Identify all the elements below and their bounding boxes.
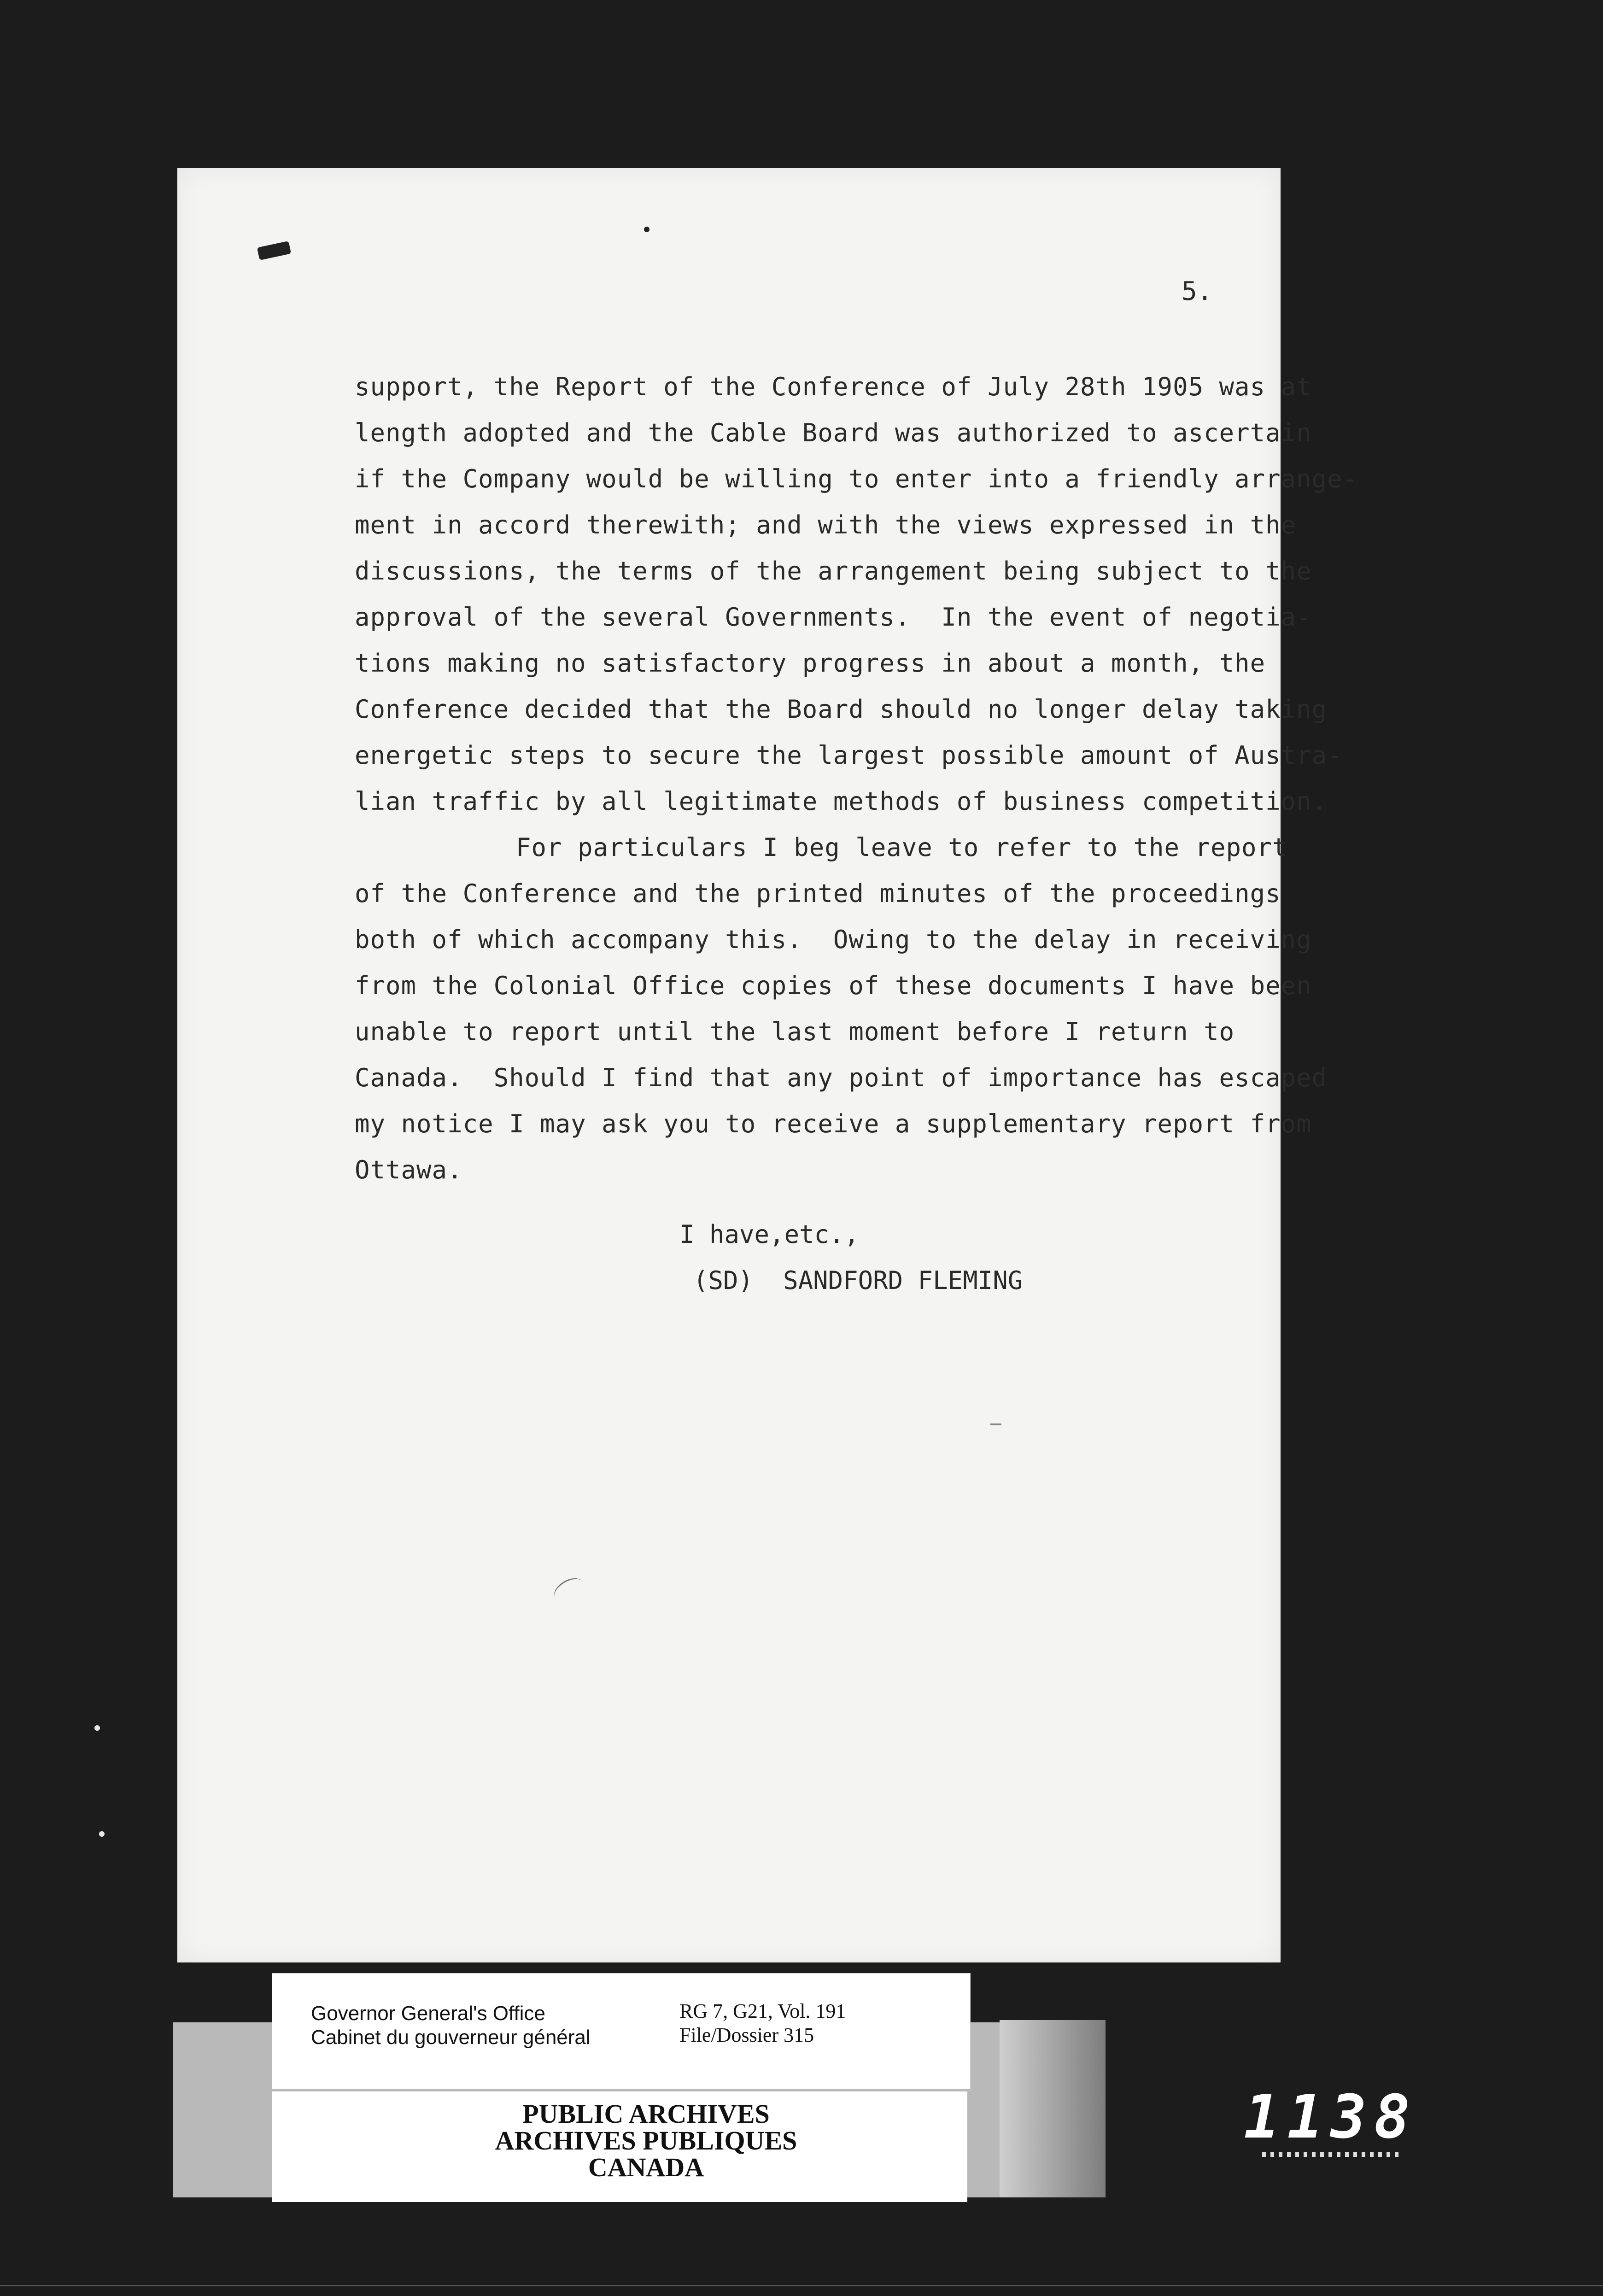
signature: (SD) SANDFORD FLEMING	[693, 1266, 1023, 1295]
file-number: File/Dossier 315	[679, 2024, 814, 2046]
film-dot	[94, 1725, 100, 1731]
stray-mark	[990, 1423, 1001, 1425]
department-en: Governor General's Office	[311, 2002, 545, 2025]
archives-fr: ARCHIVES PUBLIQUES	[495, 2126, 797, 2155]
body-line: my notice I may ask you to receive a supplementary report from	[355, 1109, 1312, 1138]
archive-reference	[679, 1999, 846, 2047]
body-line: lian traffic by all legitimate methods of business competition.	[355, 787, 1328, 816]
body-line: length adopted and the Cable Board was authorized to ascertain	[355, 418, 1312, 447]
record-group: RG 7, G21, Vol. 191	[679, 2000, 846, 2022]
body-line: from the Colonial Office copies of these documents I have been	[355, 971, 1312, 1000]
body-line: Canada. Should I find that any point of importance has escaped	[355, 1063, 1328, 1092]
body-line: if the Company would be willing to enter into a friendly arrange-	[355, 464, 1358, 493]
department-name	[311, 2002, 591, 2050]
archives-stamp-text	[272, 2101, 1020, 2181]
closing-salutation: I have,etc.,	[679, 1220, 860, 1249]
body-line: unable to report until the last moment before I return to	[355, 1017, 1235, 1046]
letter-closing	[679, 1212, 1023, 1304]
page-number: 5.	[1182, 276, 1213, 306]
body-line: Ottawa.	[355, 1155, 463, 1184]
ink-dot	[644, 227, 649, 232]
archives-en: PUBLIC ARCHIVES	[522, 2099, 770, 2129]
film-ticks	[1262, 2152, 1400, 2157]
body-line: ment in accord therewith; and with the views expressed in the	[355, 510, 1297, 539]
body-line: both of which accompany this. Owing to the delay in receiving	[355, 925, 1312, 954]
body-line: discussions, the terms of the arrangement being subject to the	[355, 556, 1312, 586]
body-line: For particulars I beg leave to refer to the report	[516, 833, 1288, 862]
body-line: tions making no satisfactory progress in about a month, the	[355, 649, 1266, 678]
body-line: support, the Report of the Conference of July 28th 1905 was at	[355, 372, 1312, 401]
film-dot	[99, 1831, 105, 1837]
body-line: energetic steps to secure the largest possible amount of Austra-	[355, 741, 1343, 770]
department-fr: Cabinet du gouverneur général	[311, 2026, 591, 2049]
body-line: of the Conference and the printed minutes of the proceedings	[355, 879, 1281, 908]
letter-body	[355, 364, 1358, 1193]
archives-country: CANADA	[588, 2152, 704, 2182]
body-line: Conference decided that the Board should no longer delay taking	[355, 695, 1328, 724]
body-line: approval of the several Governments. In the event of negotia-	[355, 603, 1312, 632]
microfilm-frame-number: 1138	[1244, 2082, 1418, 2152]
film-edge	[0, 2285, 1603, 2286]
